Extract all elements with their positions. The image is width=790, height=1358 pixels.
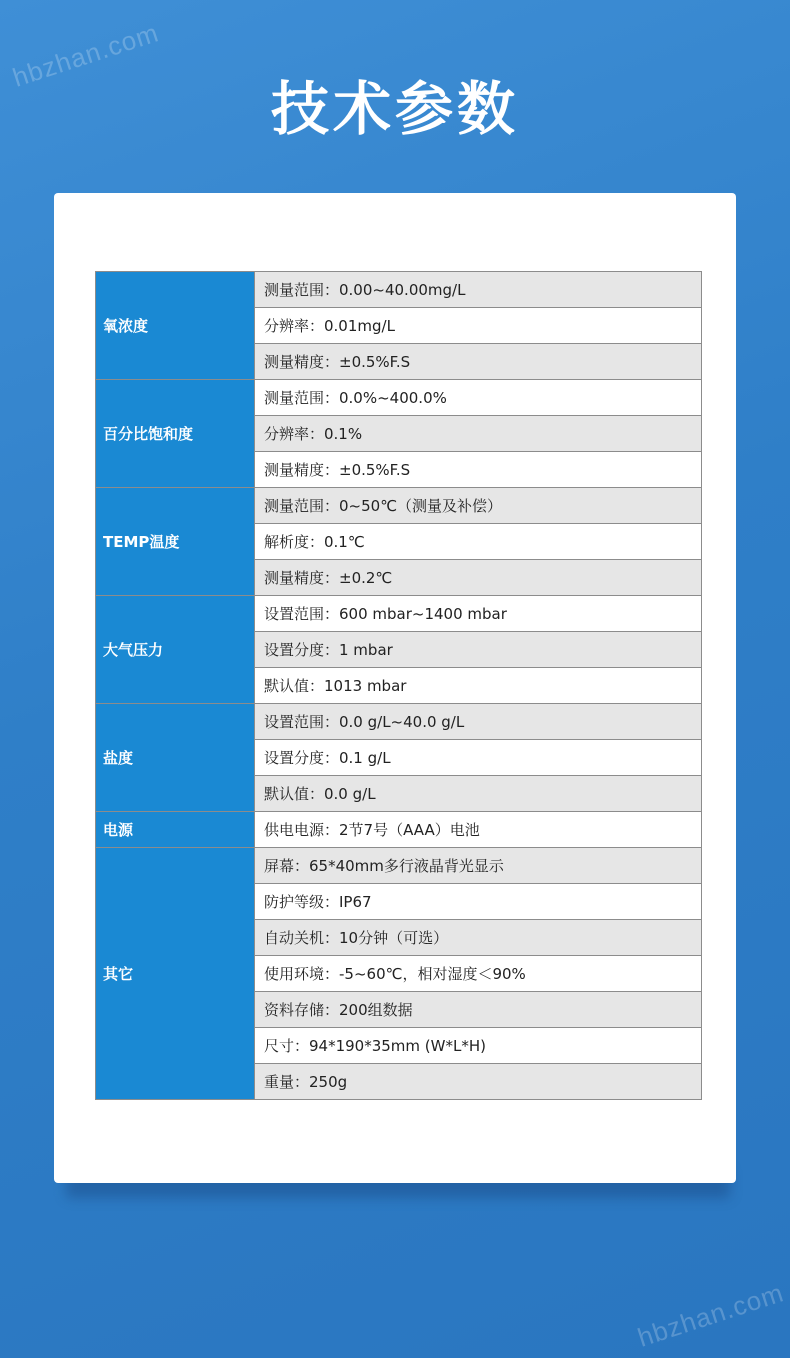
spec-value: 自动关机：10分钟（可选）: [255, 920, 702, 956]
spec-category: 百分比饱和度: [96, 380, 255, 488]
watermark-bottom: hbzhan.com: [633, 1277, 788, 1353]
spec-value: 设置范围：600 mbar~1400 mbar: [255, 596, 702, 632]
spec-value: 测量范围：0.00~40.00mg/L: [255, 272, 702, 308]
table-row: [96, 596, 702, 632]
spec-value: 默认值：1013 mbar: [255, 668, 702, 704]
table-row: [96, 848, 702, 884]
watermark-top: hbzhan.com: [8, 17, 163, 93]
table-row: [96, 488, 702, 524]
table-row: [96, 272, 702, 308]
spec-value: 使用环境：-5~60℃，相对湿度＜90%: [255, 956, 702, 992]
spec-value: 测量范围：0~50℃（测量及补偿）: [255, 488, 702, 524]
spec-value: 资料存储：200组数据: [255, 992, 702, 1028]
spec-value: 测量精度：±0.2℃: [255, 560, 702, 596]
table-row: [96, 704, 702, 740]
spec-value: 设置分度：1 mbar: [255, 632, 702, 668]
spec-value: 设置范围：0.0 g/L~40.0 g/L: [255, 704, 702, 740]
spec-category: 大气压力: [96, 596, 255, 704]
spec-category: 电源: [96, 812, 255, 848]
table-row: [96, 812, 702, 848]
spec-value: 供电电源：2节7号（AAA）电池: [255, 812, 702, 848]
spec-value: 屏幕：65*40mm多行液晶背光显示: [255, 848, 702, 884]
spec-value: 测量范围：0.0%~400.0%: [255, 380, 702, 416]
spec-value: 测量精度：±0.5%F.S: [255, 452, 702, 488]
spec-value: 防护等级：IP67: [255, 884, 702, 920]
spec-value: 设置分度：0.1 g/L: [255, 740, 702, 776]
spec-category: 氧浓度: [96, 272, 255, 380]
spec-value: 重量：250g: [255, 1064, 702, 1100]
spec-card: [54, 193, 736, 1183]
spec-value: 分辨率：0.01mg/L: [255, 308, 702, 344]
page-title: 技术参数: [270, 75, 519, 143]
spec-value: 分辨率：0.1%: [255, 416, 702, 452]
spec-value: 默认值：0.0 g/L: [255, 776, 702, 812]
spec-value: 测量精度：±0.5%F.S: [255, 344, 702, 380]
spec-value: 解析度：0.1℃: [255, 524, 702, 560]
table-row: [96, 380, 702, 416]
spec-category: 其它: [96, 848, 255, 1100]
spec-value: 尺寸：94*190*35mm (W*L*H): [255, 1028, 702, 1064]
spec-table: [95, 271, 702, 1100]
spec-category: TEMP温度: [96, 488, 255, 596]
spec-category: 盐度: [96, 704, 255, 812]
